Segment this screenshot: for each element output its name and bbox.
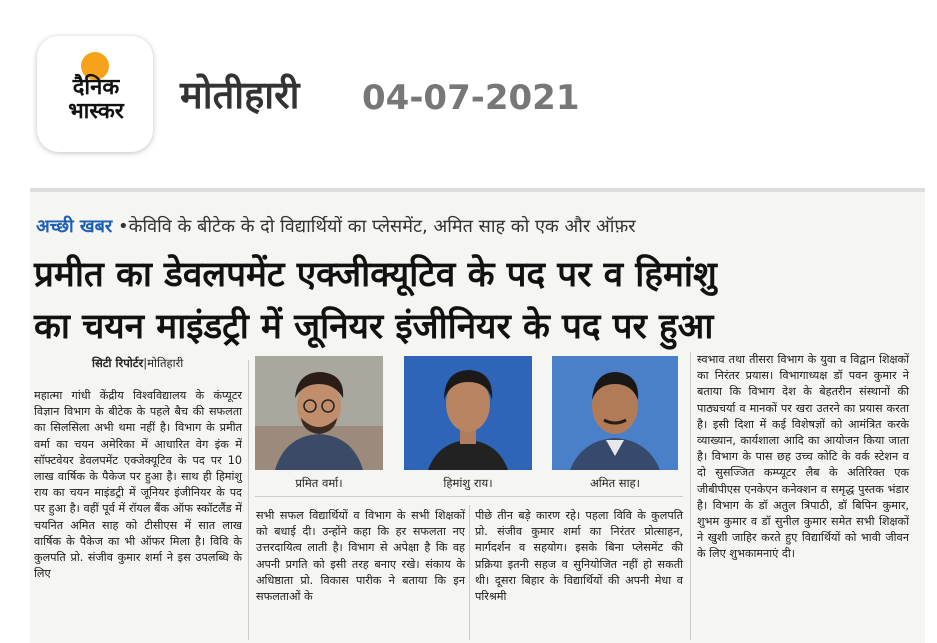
- photo-himanshu-rai: [404, 356, 532, 470]
- byline-name: सिटी रिपोर्टर: [92, 356, 144, 370]
- person-photo-icon: [404, 356, 532, 470]
- caption-amit-sah: अमित साह।: [589, 476, 641, 490]
- caption-pramit-verma: प्रमित वर्मा।: [295, 476, 343, 490]
- article-kicker: [36, 214, 636, 240]
- byline: [92, 356, 183, 371]
- edition-date: 04-07-2021: [362, 78, 580, 118]
- dainik-bhaskar-logo: [37, 36, 153, 152]
- edition-city: मोतीहारी: [180, 73, 300, 117]
- person-photo-icon: [552, 356, 678, 470]
- column-rule: [469, 505, 470, 640]
- article-column-1: महात्मा गांधी केंद्रीय विश्वविद्यालय के कंप्यूटर विज्ञान विभाग के बीटेक के पहले बैच की सफलता का सिलसिला अभी थमा नहीं है। विभाग के प्रमीत वर्मा का चयन अमेरिका में आधारित वेग इंक में सॉफ्टवेयर डेवलपमेंट एक्जेक्यूटिव के पद पर 10 लाख वार्षिक के पैकेज पर हुआ है। साथ ही हिमांशु राय का चयन माइंडट्री में जूनियर इंजीनियर के पद पर हुआ है। वहीं पूर्व में रॉयल बैंक ऑफ स्कॉटलैंड में चयनित अमित साह को टीसीएस में सात लाख वार्षिक के पैकेज का भी ऑफर मिला है। विवि के कुलपति प्रो. संजीव कुमार शर्मा ने इस उपलब्धि के लिए: [34, 389, 242, 581]
- caption-divider: [255, 496, 683, 497]
- clipping-edge: [925, 188, 937, 643]
- photo-pramit-verma: [255, 356, 383, 470]
- column-rule: [690, 352, 691, 640]
- kicker-subhead: •केविवि के बीटेक के दो विद्यार्थियों का प्लेसमेंट, अमित साह को एक और ऑफ़र: [112, 216, 636, 237]
- column-rule: [248, 360, 249, 640]
- clipping-top-rule: [30, 188, 925, 192]
- byline-place: |मोतिहारी: [143, 356, 184, 370]
- article-column-3: पीछे तीन बड़े कारण रहे। पहला विवि के कुलपति प्रो. संजीव कुमार शर्मा का निरंतर प्रोत्साहन, मार्गदर्शन व सहयोग। इसके बिना प्लेसमेंट की प्रक्रिया इतनी सहज व सुनियोजित नहीं हो सकती थी। दूसरा बिहार के विद्यार्थियों की अपनी मेधा व परिश्रमी: [475, 509, 683, 604]
- caption-himanshu-rai: हिमांशु राय।: [443, 476, 493, 490]
- logo-text-line1: दैनिक: [72, 75, 120, 100]
- article-column-2: सभी सफल विद्यार्थियों व विभाग के सभी शिक्षकों को बधाई दी। उन्होंने कहा कि हर सफलता नए उत्तरदायित्व लाती है। विभाग से अपेक्षा है कि वह अपनी प्रगति को इसी तरह बनाए रखे। संकाय के अधिष्ठाता प्रो. विकास पारीक ने बताया कि इन सफलताओं के: [256, 509, 465, 604]
- logo-text-line2: भास्कर: [68, 99, 124, 124]
- photo-amit-sah: [552, 356, 678, 470]
- headline-line-2: का चयन माइंडट्री में जूनियर इंजीनियर के पद पर हुआ: [34, 307, 714, 347]
- article-column-4: स्वभाव तथा तीसरा विभाग के युवा व विद्वान शिक्षकों का निरंतर प्रयास। विभागाध्यक्ष डॉ पवन कुमार ने बताया कि विभाग देश के बेहतरीन संस्थानों की पाठ्यचर्या व मानकों पर खरा उतरने का प्रयास करता है। इसी दिशा में कई विशेषज्ञों को आमंत्रित करके व्याख्यान, कार्यशाला आदि का आयोजन किया जाता है। विभाग के पास छह उच्च कोटि के वर्क स्टेशन व दो सुसज्जित कम्प्यूटर लैब के अतिरिक्त एक जीबीपीएस एनकेएन कनेक्शन व समृद्ध पुस्तक भंडार है। विभाग के डॉ अतुल त्रिपाठी, डॉ बिपिन कुमार, शुभम कुमार व डॉ सुनील कुमार समेत सभी शिक्षकों ने खुशी जाहिर करते हुए विद्यार्थियों को भावी जीवन के लिए शुभकामनाएं दी।: [697, 353, 909, 561]
- person-photo-icon: [255, 356, 383, 470]
- kicker-tag: अच्छी खबर: [36, 216, 113, 237]
- headline-line-1: प्रमीत का डेवलपमेंट एक्जीक्यूटिव के पद पर व हिमांशु: [34, 255, 717, 295]
